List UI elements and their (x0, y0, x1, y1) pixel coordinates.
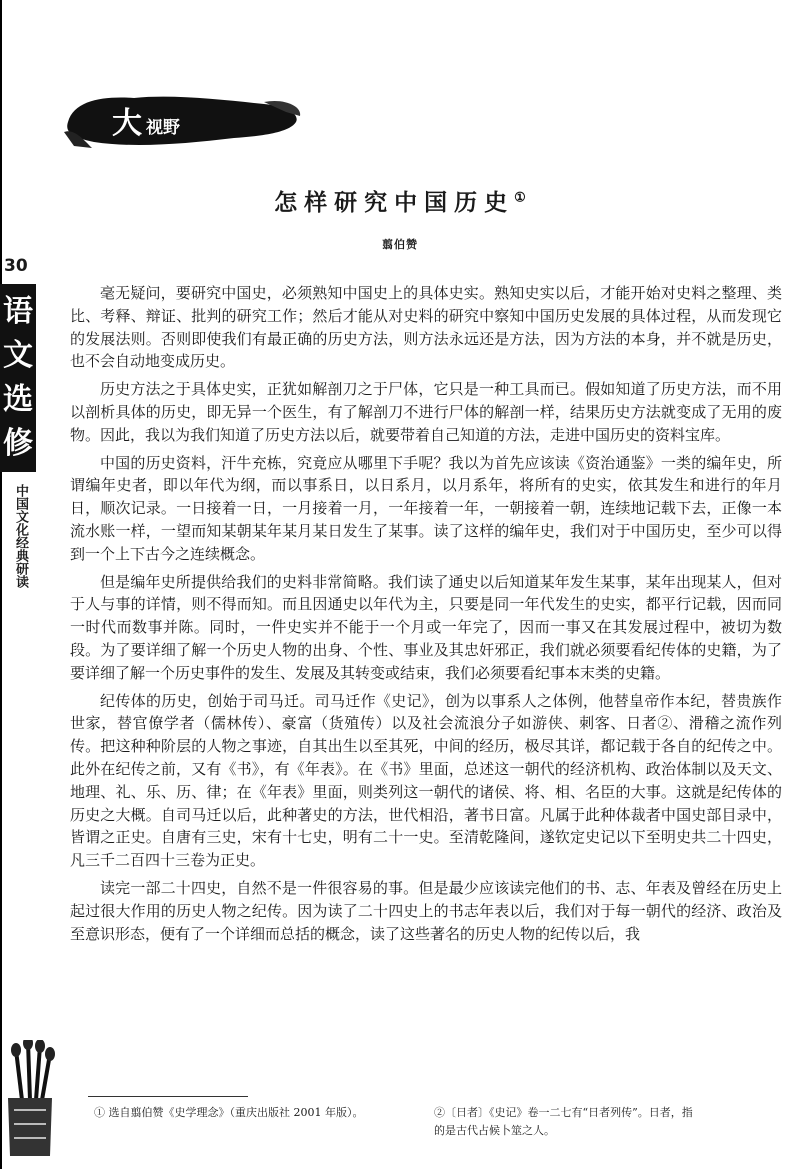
title-footnote-mark: ① (514, 190, 526, 206)
side-tab-char: 文 (3, 338, 33, 373)
paragraph: 中国的历史资料，汗牛充栋，究竟应从哪里下手呢？我以为首先应该读《资治通鉴》一类的编年史，所谓编年史者，即以年代为纲，而以事系日，以日系月，以月系年，将所有的史实，依其发生和进行的年月日，顺次记录。一日接着一日，一月接着一月，一年接着一年，一朝接着一朝，连续地记载下去，正像一本流水账一样，一望而知某朝某年某月某日发生了某事。读了这样的编年史，我们对于中国历史，至少可以得到一个上下古今之连续概念。 (70, 453, 782, 563)
side-tab-char: 语 (3, 294, 33, 329)
footnote-divider (88, 1096, 248, 1097)
side-tab-char: 选 (3, 382, 33, 417)
section-banner (64, 92, 302, 150)
brush-stroke-icon (64, 92, 302, 150)
paragraph: 但是编年史所提供给我们的史料非常简略。我们读了通史以后知道某年发生某事，某年出现某人，但对于人与事的详情，则不得而知。而且因通史以年代为主，只要是同一年代发生的史实，都平行记载，因而同一时代而数事并陈。同时，一件史实并不能于一个月或一年完了，因而一事又在其发展过程中，被切为数段。为了要详细了解一个历史人物的出身、个性、事业及其忠奸邪正，我们就必须要看纪传体的史籍，为了要详细了解一个历史事件的发生、发展及其转变或结束，我们必须要看纪事本末类的史籍。 (70, 572, 782, 682)
banner-big-char: 大 (112, 106, 142, 141)
paragraph: 纪传体的历史，创始于司马迁。司马迁作《史记》，创为以事系人之体例，他替皇帝作本纪，替贵族作世家，替官僚学者（儒林传）、豪富（货殖传）以及社会流浪分子如游侠、刺客、日者②、滑稽之流作列传。把这种种阶层的人物之事迹，自其出生以至其死，中间的经历，极尽其详，都记载于各自的纪传之中。此外在纪传之前，又有《书》，有《年表》。在《书》里面，总述这一朝代的经济机构、政治体制以及天文、地理、礼、乐、历、律；在《年表》里面，则类列这一朝代的诸侯、将、相、名臣的大事。这就是纪传体的历史之大概。自司马迁以后，此种著史的方法，世代相沿，著书日富。凡属于此种体裁者中国史部目录中，皆谓之正史。自唐有三史，宋有十七史，明有二十一史。至清乾隆间，遂钦定史记以下至明史共二十四史，凡三千二百四十三卷为正史。 (70, 691, 782, 870)
footnote-2: ②〔日者〕《史记》卷一二七有“日者列传”。日者，指 (434, 1106, 693, 1119)
side-series-title: 中国文化经典研读 (13, 484, 28, 588)
brush-pot-icon (2, 1040, 58, 1158)
paragraph: 读完一部二十四史，自然不是一件很容易的事。但是最少应该读完他们的书、志、年表及曾经在历史上起过很大作用的历史人物之纪传。因为读了二十四史上的书志年表以后，我们对于每一朝代的经济、政治及至意识形态，便有了一个详细而总括的概念，读了这些著名的历史人物的纪传以后，我 (70, 878, 782, 943)
footnote-2-continued: 的是古代占候卜筮之人。 (434, 1124, 555, 1137)
paragraph: 毫无疑问，要研究中国史，必须熟知中国史上的具体史实。熟知史实以后，才能开始对史料之整理、类比、考释、辩证、批判的研究工作；然后才能从对史料的研究中察知中国历史发展的具体过程，从而发现它的发展法则。否则即使我们有最正确的历史方法，则方法永远还是方法，因为方法的本身，并不就是历史，也不会自动地变成历史。 (70, 284, 782, 371)
page-number: 30 (4, 256, 28, 276)
side-tab (0, 284, 36, 472)
article-title (0, 184, 800, 217)
footnotes (94, 1104, 774, 1140)
article-author: 翦伯赞 (382, 238, 418, 251)
left-margin-rule (0, 0, 2, 1169)
paragraph: 历史方法之于具体史实，正犹如解剖刀之于尸体，它只是一种工具而已。假如知道了历史方法，而不用以剖析具体的历史，即无异一个医生，有了解剖刀不进行尸体的解剖一样，结果历史方法就变成了无用的废物。因此，我以为我们知道了历史方法以后，就要带着自己知道的方法，走进中国历史的资料宝库。 (70, 380, 782, 444)
banner-small-text: 视野 (146, 118, 180, 138)
article-body (70, 282, 782, 950)
footnote-1: ① 选自翦伯赞《史学理念》（重庆出版社 2001 年版）。 (94, 1106, 364, 1119)
side-tab-char: 修 (3, 426, 33, 461)
article-title-text: 怎样研究中国历史 (274, 189, 515, 216)
